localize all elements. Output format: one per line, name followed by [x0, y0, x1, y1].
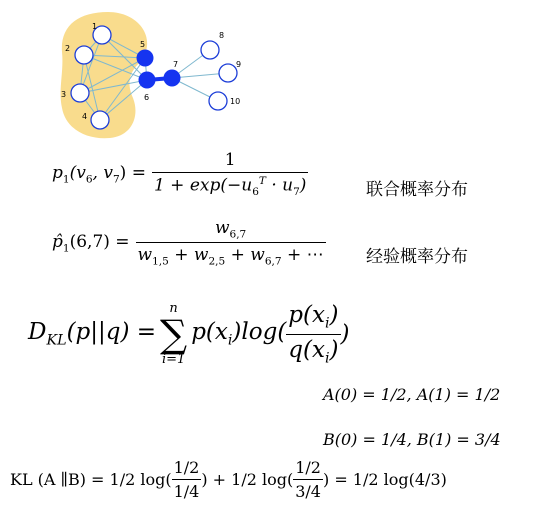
- graph-diagram: [0, 0, 300, 150]
- eq1-numerator: 1: [224, 150, 236, 170]
- kl-frac-numerator: $p(x_i)$: [288, 302, 339, 332]
- node-3: [71, 84, 89, 102]
- kl-example-frac2-den: 3/4: [293, 479, 323, 501]
- node-6: [139, 72, 156, 89]
- distribution-a: A(0) = 1/2, A(1) = 1/2: [323, 385, 501, 404]
- node-label-7: 7: [173, 60, 179, 69]
- node-label-4: 4: [82, 112, 88, 121]
- empirical-probability-equation: $p̂_1(6,7)$ = $\frac{w_{6,7}}{w_{1,5} + w_{2,5} + w_{6,7} + \cdots}$: [52, 218, 324, 268]
- kl-example-equation: KL (A ∥B) = 1/2 log( $\frac{1/2}{1/4}$ ) + 1/2 log( $\frac{1/2}{3/4}$ ) = 1/2 log(4/3): [10, 458, 447, 501]
- node-label-3: 3: [61, 90, 67, 99]
- node-7: [164, 70, 181, 87]
- eq1-denominator: $1 + \exp(-u_6^T \cdot u_7)$: [152, 172, 308, 198]
- eq2-denominator: $w_{1,5} + w_{2,5} + w_{6,7}$ + ⋯: [136, 242, 326, 267]
- kl-example-frac2-num: 1/2: [295, 458, 321, 477]
- summation: n ∑ i=1: [160, 301, 188, 368]
- node-8: [201, 41, 219, 59]
- node-label-2: 2: [65, 44, 71, 53]
- node-label-9: 9: [236, 60, 242, 69]
- node-4: [91, 111, 109, 129]
- empirical-probability-caption: 经验概率分布: [366, 247, 468, 267]
- joint-probability-caption: 联合概率分布: [366, 180, 468, 200]
- eq2-numerator: $w_{6,7}$: [214, 218, 247, 241]
- node-5: [137, 50, 154, 67]
- node-label-1: 1: [92, 22, 98, 31]
- node-label-5: 5: [140, 40, 146, 49]
- distribution-b: B(0) = 1/4, B(1) = 3/4: [323, 430, 501, 449]
- kl-example-frac1-num: 1/2: [173, 458, 200, 477]
- joint-probability-equation: $p_1(v_6$, $v_7$) = $\frac{1}{1 + \exp(-u_6^T \cdot u_7)}$: [52, 150, 307, 199]
- node-2: [75, 46, 93, 64]
- kl-example-frac1-den: 1/4: [172, 479, 202, 501]
- node-10: [209, 92, 227, 110]
- node-label-6: 6: [144, 93, 150, 102]
- node-9: [219, 64, 237, 82]
- node-label-10: 10: [230, 97, 241, 106]
- node-label-8: 8: [219, 31, 225, 40]
- kl-divergence-definition: $D_{KL}(p||q)$ = n ∑ i=1 $p(x_i)\log$( $\frac{p(x_i)}{q(x_i)}$ ): [28, 301, 350, 368]
- kl-frac-denominator: $q(x_i)$: [286, 334, 340, 367]
